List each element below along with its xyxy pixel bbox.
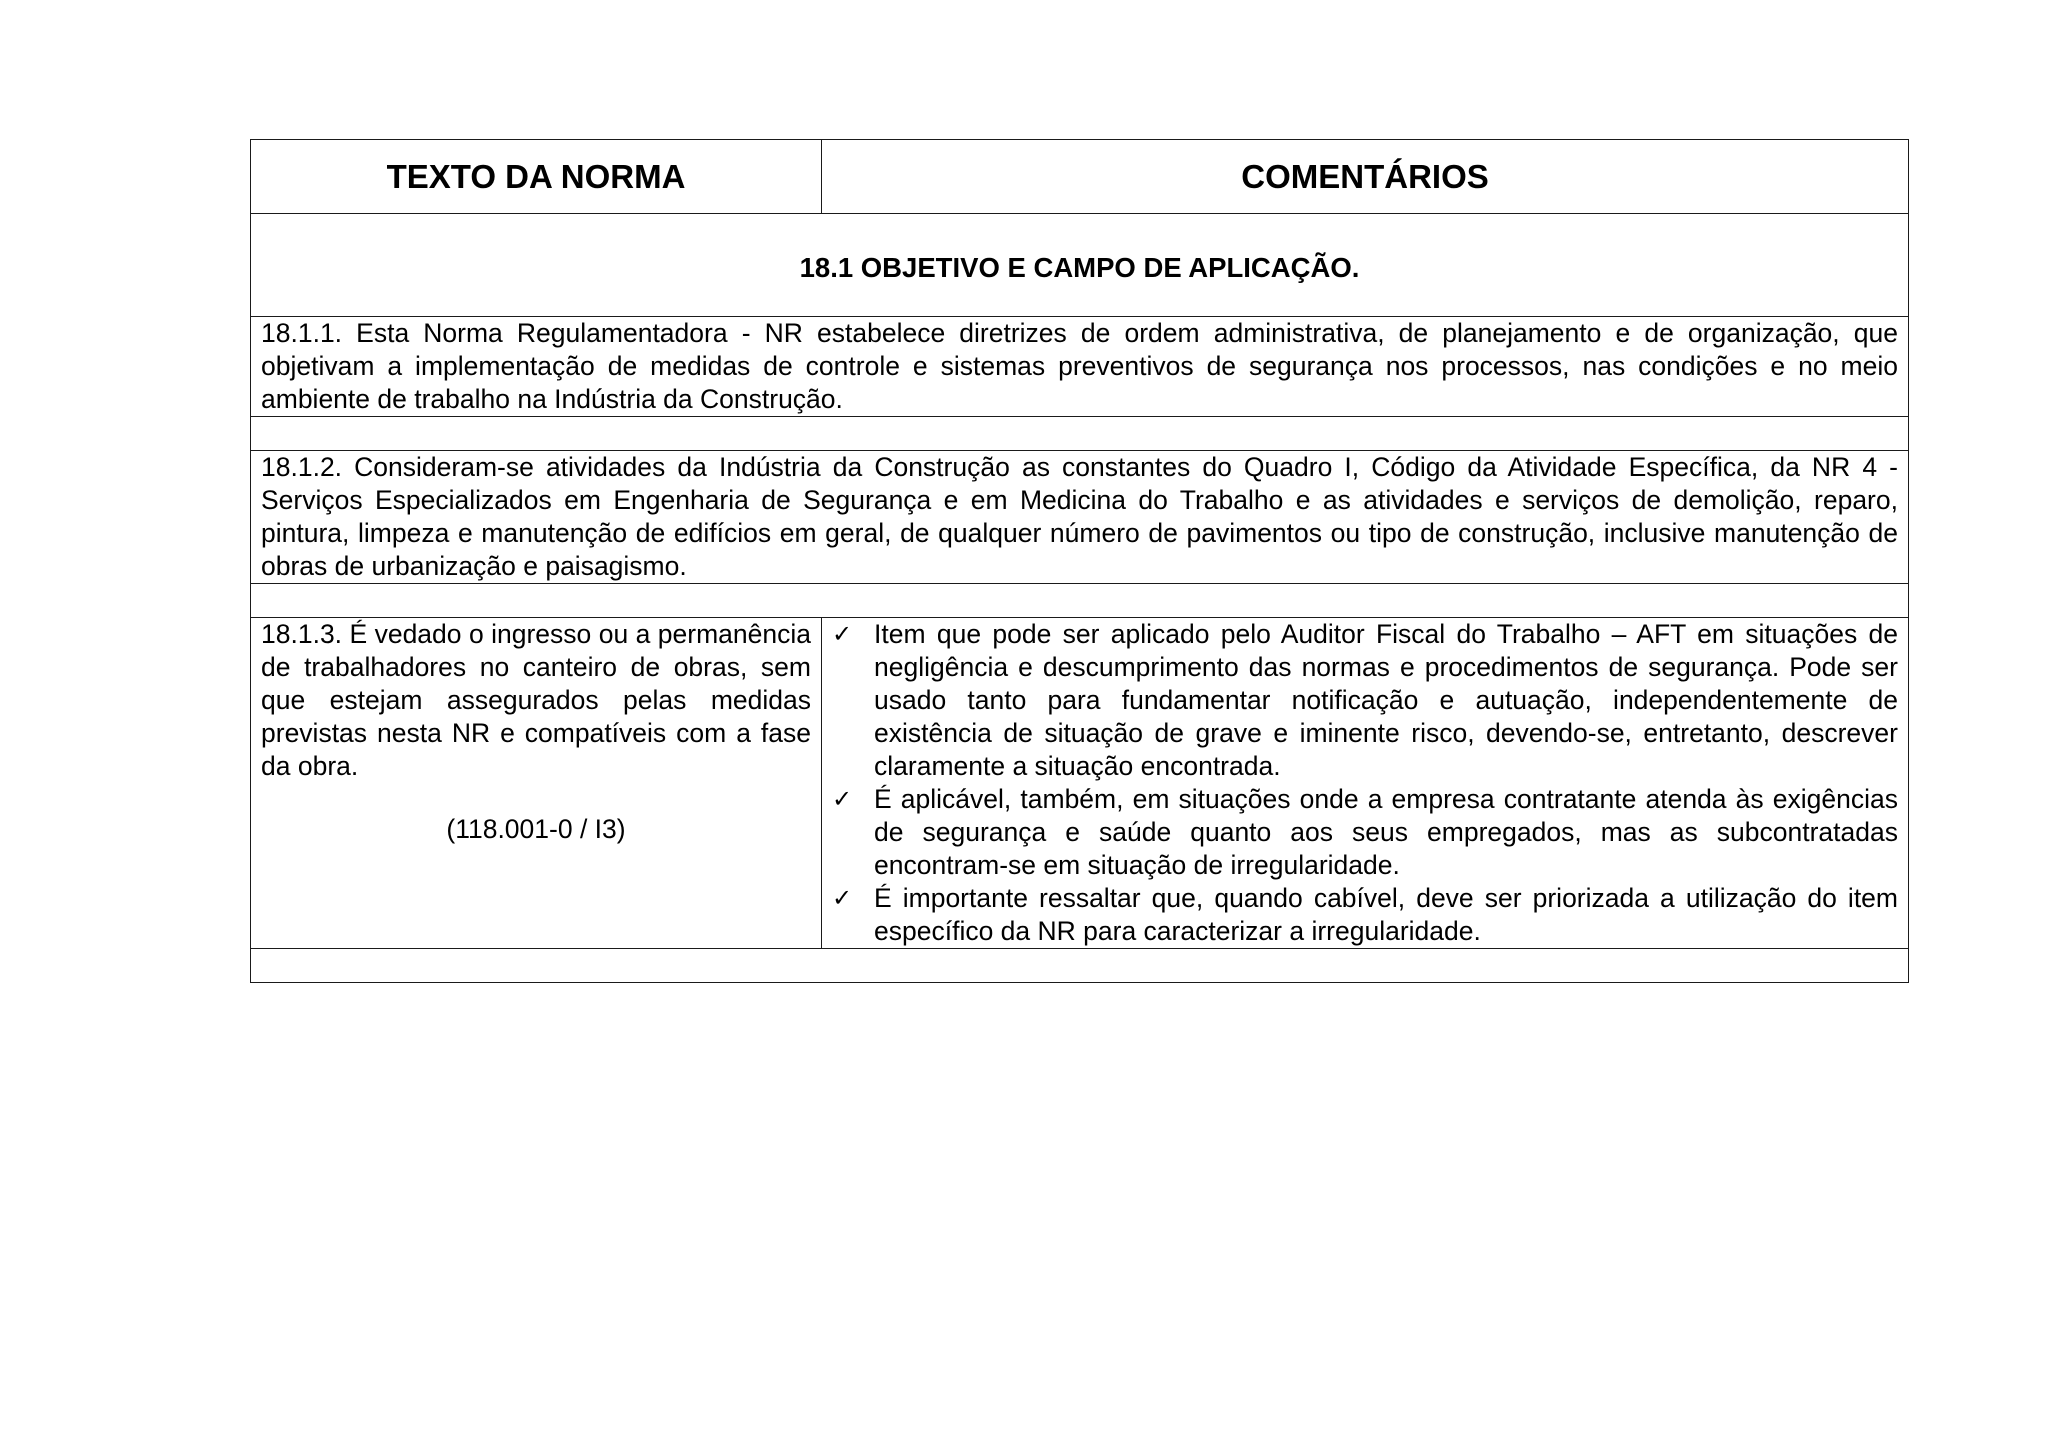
spacer-cell [251,417,1909,451]
norma-table [250,139,1909,983]
checkmark-icon: ✓ [832,884,853,912]
comment-item [832,783,1898,882]
item-row-18-1-2 [251,451,1909,584]
spacer-cell [251,584,1909,618]
spacer-cell [251,949,1909,983]
comment-item [832,882,1898,948]
spacer-row [251,584,1909,618]
header-texto-da-norma: TEXTO DA NORMA [251,140,822,214]
spacer-row [251,949,1909,983]
item-18-1-3-text: 18.1.3. É vedado o ingresso ou a permanência de trabalhadores no canteiro de obras, sem que estejam assegurados pelas medidas previstas nesta NR e compatíveis com a fase da obra. [261,619,811,781]
spacer-row [251,417,1909,451]
item-18-1-2-text: 18.1.2. Consideram-se atividades da Indústria da Construção as constantes do Quadro I, Código da Atividade Específica, da NR 4 - Serviços Especializados em Engenharia de Segurança e em Medicina do Trabalho e as atividades e serviços de demolição, reparo, pintura, limpeza e manutenção de edifícios em geral, de qualquer número de pavimentos ou tipo de construção, inclusive manutenção de obras de urbanização e paisagismo. [251,451,1909,584]
comment-text: É importante ressaltar que, quando cabível, deve ser priorizada a utilização do item específico da NR para caracterizar a irregularidade. [874,883,1898,946]
checkmark-icon: ✓ [832,620,853,648]
comment-text: É aplicável, também, em situações onde a empresa contratante atenda às exigências de segurança e saúde quanto aos seus empregados, mas as subcontratadas encontram-se em situação de irregularidade. [874,784,1898,880]
item-row-18-1-3 [251,618,1909,949]
section-row [251,214,1909,317]
item-18-1-3-code: (118.001-0 / I3) [446,814,626,844]
section-title: 18.1 OBJETIVO E CAMPO DE APLICAÇÃO. [799,251,1360,283]
checkmark-icon: ✓ [832,785,853,813]
item-18-1-1-text: 18.1.1. Esta Norma Regulamentadora - NR estabelece diretrizes de ordem administrativa, de planejamento e de organização, que objetivam a implementação de medidas de controle e sistemas preventivos de segurança nos processos, nas condições e no meio ambiente de trabalho na Indústria da Construção. [251,317,1909,417]
header-row [251,140,1909,214]
comment-text: Item que pode ser aplicado pelo Auditor Fiscal do Trabalho – AFT em situações de negligência e descumprimento das normas e procedimentos de segurança. Pode ser usado tanto para fundamentar notificação e autuação, independentemente de existência de situação de grave e iminente risco, devendo-se, entretanto, descrever claramente a situação encontrada. [874,619,1898,781]
item-row-18-1-1 [251,317,1909,417]
item-18-1-3-comments-cell [822,618,1909,949]
comment-list [832,618,1898,948]
section-title-cell [251,214,1909,317]
comment-item [832,618,1898,783]
item-18-1-3-norma-cell [251,618,822,949]
header-comentarios: COMENTÁRIOS [822,140,1909,214]
